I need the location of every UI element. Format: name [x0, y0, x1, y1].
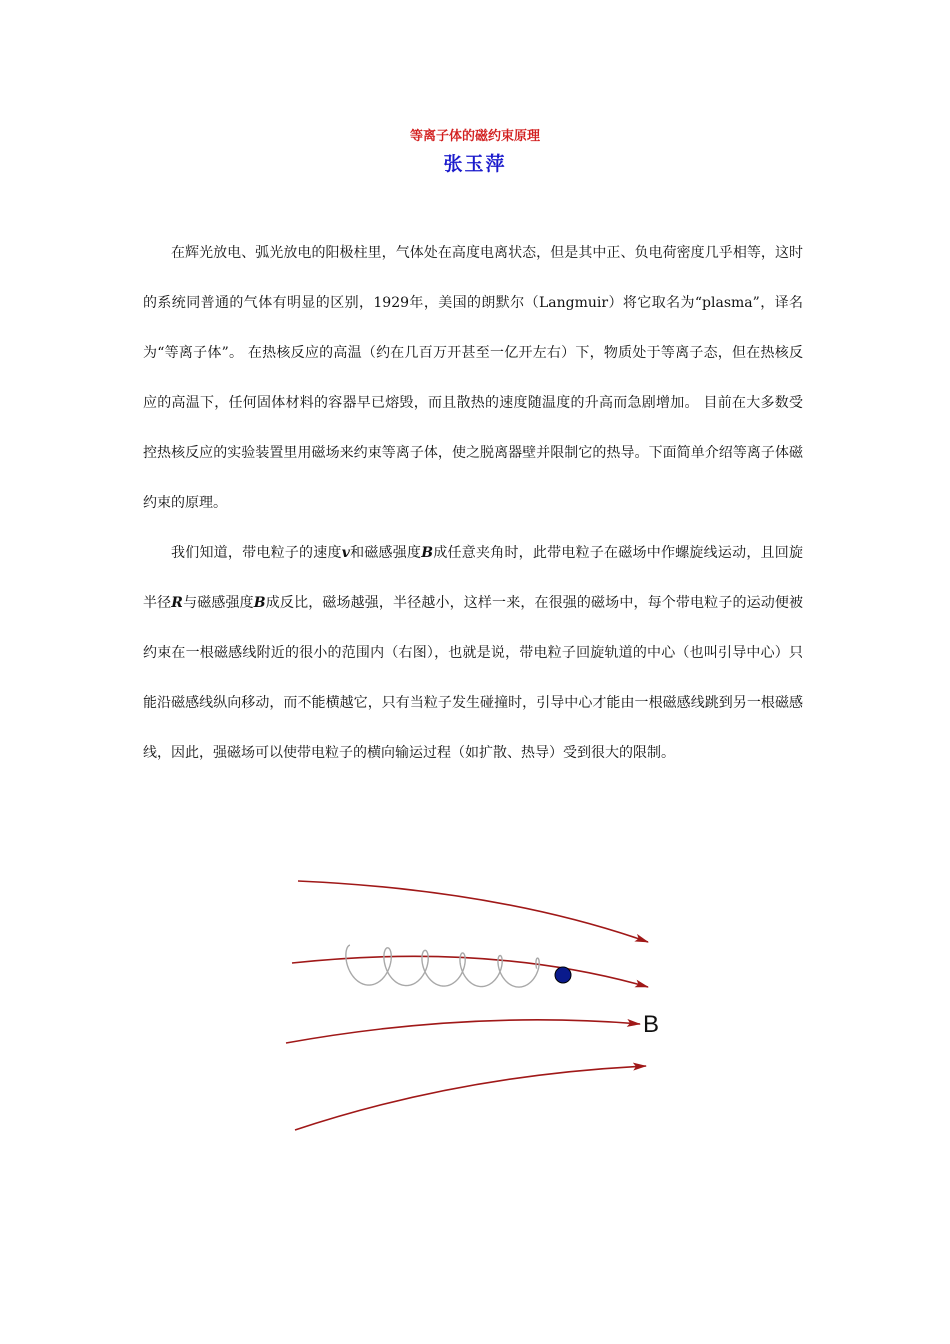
paragraph-magnetic-confinement [143, 528, 803, 778]
magnetic-confinement-figure [270, 860, 690, 1150]
paragraph-text: 和磁感强度 [349, 545, 422, 561]
symbol-text: B [253, 595, 266, 611]
paragraph-intro [143, 228, 803, 528]
paragraph-text: 我们知道，带电粒子的速度 [171, 545, 342, 561]
field-line-3 [286, 1020, 640, 1043]
document-author: 张玉萍 [443, 153, 507, 175]
paragraph-text: 成反比，磁场越强，半径越小，这样一来，在很强的磁场中，每个带电粒子的运动便被约束在一根磁感线附近的很小的范围内（右图），也就是说，带电粒子回旋轨道的中心（也叫引导中心）只能沿磁感线纵向移动，而不能横越它，只有当粒子发生碰撞时，引导中心才能由一根磁感线跳到另一根磁感线，因此，强磁场可以使带电粒子的横向输运过程（如扩散、热导）受到很大的限制。 [143, 595, 804, 761]
charged-particle [555, 967, 571, 983]
symbol-text: R [171, 595, 183, 611]
field-label-b: B [643, 1011, 660, 1038]
paragraph-text: 成任意夹角时，此带电粒子在磁场中作螺旋线运动，且回旋半径 [143, 545, 804, 611]
symbol-text: v [341, 545, 350, 561]
symbol-text: B [421, 545, 434, 561]
field-line-1 [298, 881, 648, 942]
document-title: 等离子体的磁约束原理 [409, 129, 540, 144]
helix-trajectory [346, 945, 539, 987]
field-line-4 [295, 1066, 646, 1130]
document-body [143, 228, 803, 778]
paragraph-text: 与磁感强度 [182, 595, 254, 611]
paragraph-text: 在辉光放电、弧光放电的阳极柱里，气体处在高度电离状态，但是其中正、负电荷密度几乎相等，这时的系统同普通的气体有明显的区别，1929年，美国的朗默尔（Langmuir）将它取名为“plasma”，译名为“等离子体”。 在热核反应的高温（约在几百万开甚至一亿开左右）下，物质处于等离子态，但在热核反应的高温下，任何固体材料的容器早已熔毁，而且散热的速度随温度的升高而急剧增加。 目前在大多数受控热核反应的实验装置里用磁场来约束等离子体，使之脱离器壁并限制它的热导。下面简单介绍等离子体磁约束的原理。 [143, 245, 803, 511]
